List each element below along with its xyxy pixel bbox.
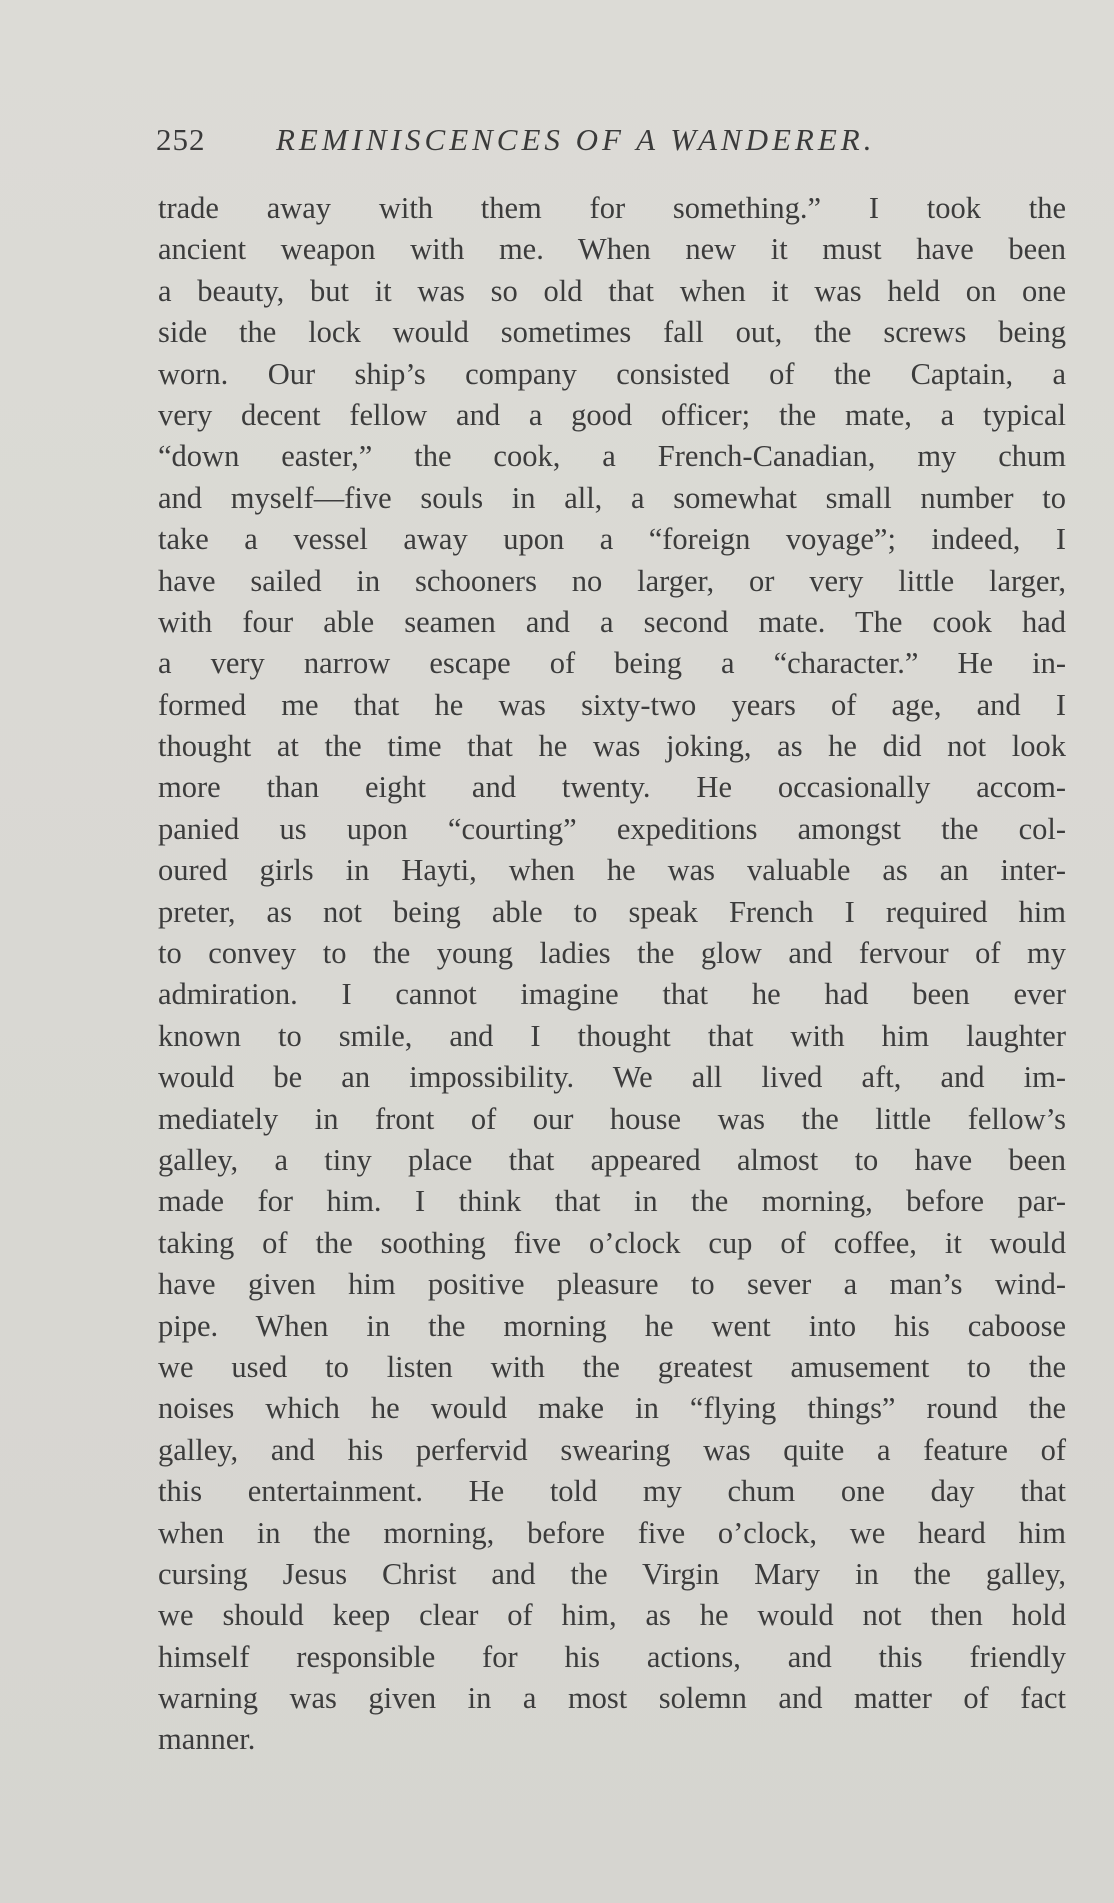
- text-line: preter, as not being able to speak French I required him: [158, 894, 1066, 929]
- text-line: when in the morning, before five o’clock, we heard him: [158, 1515, 1066, 1550]
- text-line: panied us upon “courting” expeditions amongst the col-: [158, 811, 1066, 846]
- body-text: [158, 188, 1066, 1761]
- text-line: ancient weapon with me. When new it must have been: [158, 232, 1066, 267]
- text-line: a very narrow escape of being a “character.” He in-: [158, 646, 1066, 681]
- text-line: more than eight and twenty. He occasionally accom-: [158, 770, 1066, 805]
- text-line: “down easter,” the cook, a French-Canadian, my chum: [158, 439, 1066, 474]
- text-line: and myself—five souls in all, a somewhat small number to: [158, 480, 1066, 515]
- text-line: oured girls in Hayti, when he was valuable as an inter-: [158, 853, 1066, 888]
- text-line: galley, and his perfervid swearing was quite a feature of: [158, 1432, 1066, 1467]
- text-line: this entertainment. He told my chum one day that: [158, 1474, 1066, 1509]
- text-line: take a vessel away upon a “foreign voyage”; indeed, I: [158, 522, 1066, 557]
- text-line: known to smile, and I thought that with him laughter: [158, 1018, 1066, 1053]
- text-line: would be an impossibility. We all lived aft, and im-: [158, 1060, 1066, 1095]
- text-line: himself responsible for his actions, and this friendly: [158, 1639, 1066, 1674]
- text-line: mediately in front of our house was the little fellow’s: [158, 1101, 1066, 1136]
- text-line: trade away with them for something.” I took the: [158, 191, 1066, 225]
- text-line: side the lock would sometimes fall out, the screws being: [158, 315, 1066, 350]
- page-header: [156, 122, 956, 164]
- text-line: pipe. When in the morning he went into his caboose: [158, 1308, 1066, 1343]
- page-number: 252: [156, 122, 206, 157]
- text-line: to convey to the young ladies the glow and fervour of my: [158, 936, 1066, 971]
- text-line: made for him. I think that in the morning, before par-: [158, 1184, 1066, 1219]
- text-line: a beauty, but it was so old that when it was held on one: [158, 273, 1066, 308]
- text-line: worn. Our ship’s company consisted of the Captain, a: [158, 356, 1066, 391]
- text-line: we should keep clear of him, as he would not then hold: [158, 1598, 1066, 1633]
- text-line: admiration. I cannot imagine that he had been ever: [158, 977, 1066, 1012]
- text-line: with four able seamen and a second mate. The cook had: [158, 604, 1066, 639]
- text-line: galley, a tiny place that appeared almost to have been: [158, 1142, 1066, 1177]
- text-line: very decent fellow and a good officer; the mate, a typical: [158, 397, 1066, 432]
- text-line: have given him positive pleasure to sever a man’s wind-: [158, 1267, 1066, 1302]
- running-head: REMINISCENCES OF A WANDERER.: [276, 122, 876, 157]
- text-line: taking of the soothing five o’clock cup of coffee, it would: [158, 1225, 1066, 1260]
- text-line: thought at the time that he was joking, as he did not look: [158, 729, 1066, 764]
- text-line: manner.: [158, 1722, 256, 1757]
- text-line: noises which he would make in “flying things” round the: [158, 1391, 1066, 1426]
- text-line: cursing Jesus Christ and the Virgin Mary in the galley,: [158, 1556, 1066, 1591]
- text-line: have sailed in schooners no larger, or very little larger,: [158, 563, 1066, 598]
- text-line: formed me that he was sixty-two years of age, and I: [158, 687, 1066, 722]
- text-line: warning was given in a most solemn and matter of fact: [158, 1681, 1066, 1716]
- text-line: we used to listen with the greatest amusement to the: [158, 1349, 1066, 1384]
